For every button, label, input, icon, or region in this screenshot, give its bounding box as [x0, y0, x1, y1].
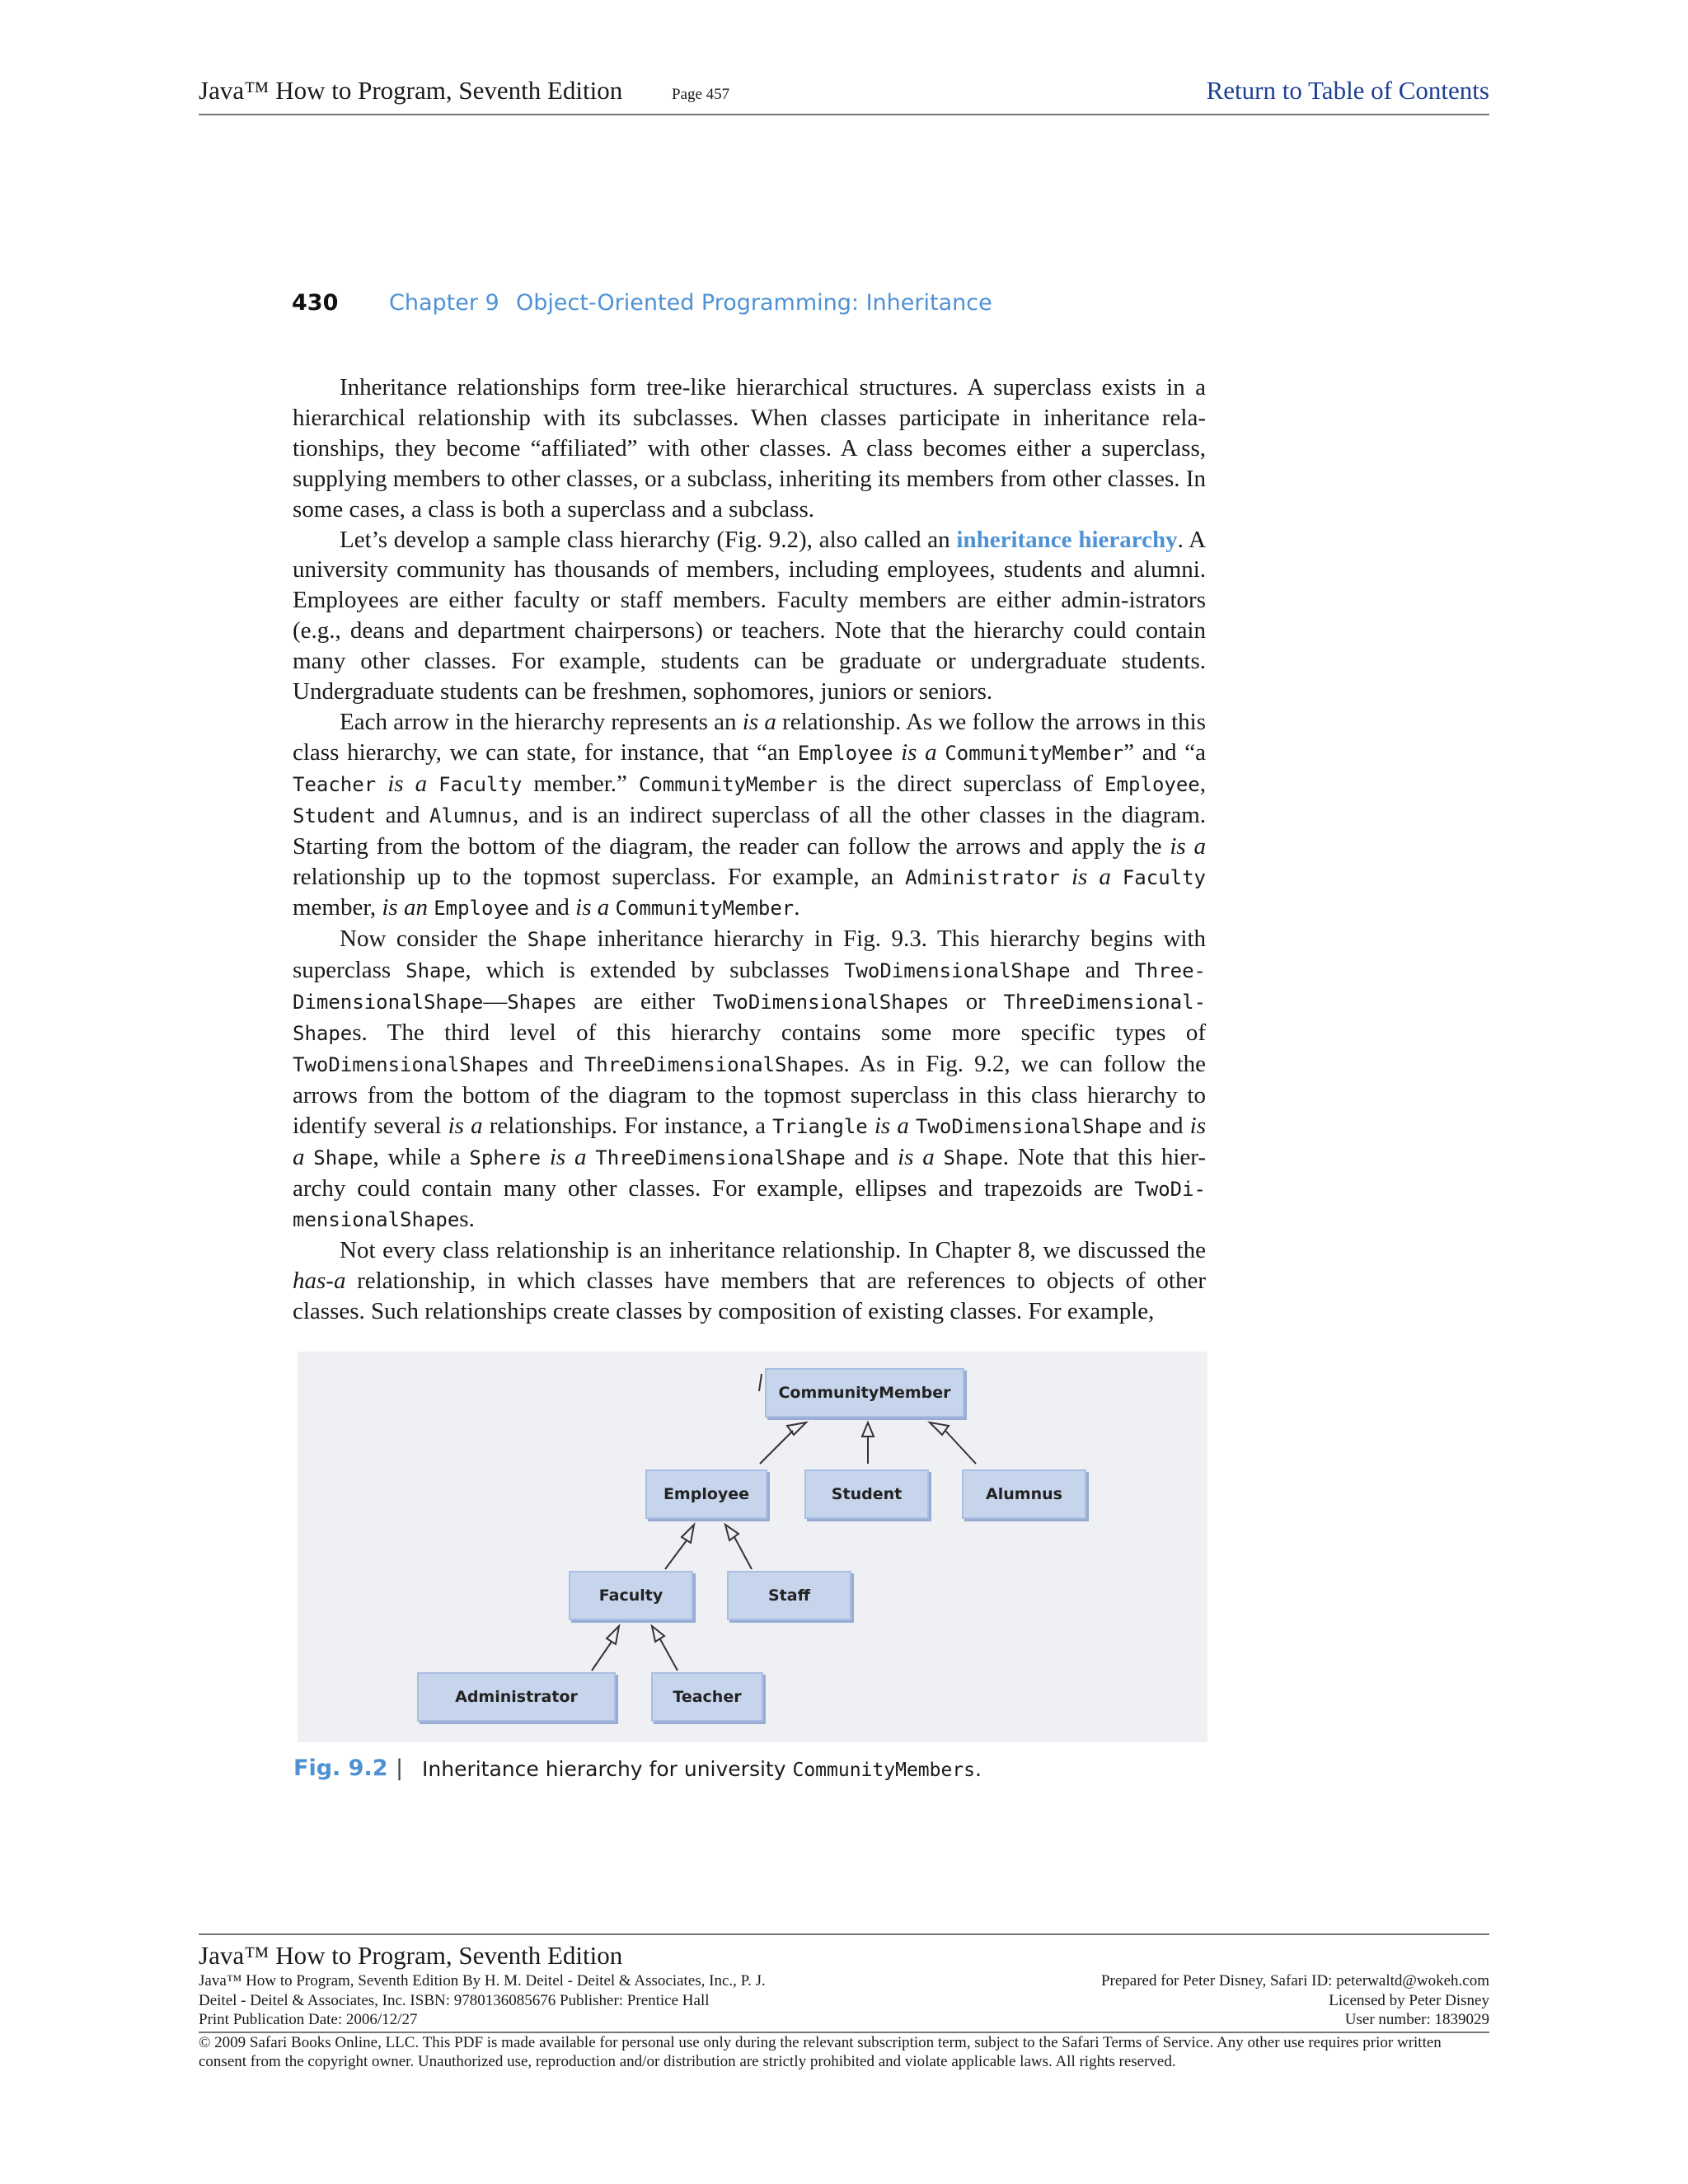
footer-title: Java™ How to Program, Seventh Edition — [199, 1941, 623, 1970]
node-alumnus: Alumnus — [962, 1469, 1086, 1519]
node-community-member: CommunityMember — [765, 1368, 964, 1418]
keyword-inheritance-hierarchy: inheritance hierarchy — [956, 526, 1178, 553]
node-teacher: Teacher — [651, 1672, 763, 1722]
node-student: Student — [804, 1469, 929, 1519]
arrow-line-alumnus — [945, 1431, 976, 1464]
arrow-line-staff — [734, 1537, 752, 1569]
footer-row: Deitel - Deitel & Associates, Inc. ISBN: 9780136085676 Publisher: Prentice Hall Licensed by Peter Disney — [199, 1991, 1489, 2009]
arrow-line-faculty — [665, 1540, 687, 1569]
footer-row: Java™ How to Program, Seventh Edition By H. M. Deitel - Deitel & Associates, Inc., P. J. Prepared for Peter Disney, Safari ID: peterwaltd@wokeh.com — [199, 1972, 1489, 1990]
paragraph: Not every class relationship is an inheritance relationship. In Chapter 8, we discussed the has-a relationship, in which classes have members that are references to objects of other classes. Such relationships create classes by composition of existing classes. For example, — [293, 1237, 1206, 1325]
arrow-head-student — [862, 1422, 874, 1436]
arrow-head-teacher — [652, 1626, 664, 1642]
copyright-notice: © 2009 Safari Books Online, LLC. This PDF is made available for personal use only during the relevant subscription term, subject to the Safari Terms of Service. Any other use requires prior written consent from the copyright owner. Unauthorized use, reproduction and/or distribution are strictly prohibited and violate applicable laws. All rights reserved. — [199, 2033, 1442, 2070]
arrow-line-teacher — [660, 1639, 678, 1671]
arrow-head-staff — [725, 1525, 738, 1540]
caption-separator: | — [396, 1755, 404, 1781]
page-number: 430 — [292, 290, 339, 316]
node-faculty: Faculty — [569, 1571, 693, 1620]
chapter-title: Object-Oriented Programming: Inheritance — [516, 290, 992, 316]
page-footer — [199, 1933, 1489, 2072]
book-title: Java™ How to Program, Seventh Edition — [199, 76, 623, 105]
footer-row: Print Publication Date: 2006/12/27 User number: 1839029 — [199, 2011, 1489, 2028]
running-head — [292, 287, 1207, 323]
node-administrator: Administrator — [417, 1672, 616, 1722]
chapter-label: Chapter 9 — [389, 290, 499, 316]
inheritance-diagram — [298, 1352, 1207, 1742]
paragraph: Inheritance relationships form tree-like hierarchical structures. A superclass exists in a hierarchical relationship with its subclasses. When classes participate in inheritance rela-tionships, they become “affiliated” with other classes. A class becomes either a superclass, supplying members to other classes, or a subclass, inheriting its members from other classes. In some cases, a class is both a superclass and a subclass. — [293, 374, 1206, 523]
node-staff: Staff — [727, 1571, 851, 1620]
top-header — [199, 76, 1489, 115]
figure-number: Fig. 9.2 — [293, 1755, 388, 1781]
arrow-head-faculty — [682, 1525, 694, 1543]
arrow-line-administrator — [592, 1642, 612, 1671]
paragraph: Each arrow in the hierarchy represents an is a relationship. As we follow the arrows in this class hierarchy, we can state, for instance, that “an Employee is a CommunityMember” and “a Teacher is a Faculty member.” CommunityMember is the direct superclass of Employee, Student and Alumnus, and is an indirect superclass of all the other classes in the diagram. Starting from the bottom of the diagram, the reader can follow the arrows and apply the is a relationship up to the topmost superclass. For example, an Administrator is a Faculty member, is an Employee and is a CommunityMember. — [293, 708, 1207, 921]
caption-text: Inheritance hierarchy for university CommunityMembers. — [422, 1757, 982, 1781]
arrow-head-administrator — [607, 1626, 619, 1644]
arrow-head-alumnus — [930, 1422, 949, 1435]
paragraph: Let’s develop a sample class hierarchy (Fig. 9.2), also called an inheritance hierarchy. A university community has thousands of members, including employees, students and alumni. Employees are either faculty or staff members. Faculty members are either admin-istrators (e.g., deans and department chairpersons) or teachers. Note that the hierarchy could contain many other classes. For example, students can be graduate or undergraduate students. Undergraduate students can be freshmen, sophomores, juniors or seniors. — [293, 526, 1207, 705]
toc-link[interactable]: Return to Table of Contents — [1206, 76, 1489, 105]
paragraph: Now consider the Shape inheritance hierarchy in Fig. 9.3. This hierarchy begins with superclass Shape, which is extended by subclasses TwoDimensionalShape and Three-DimensionalShape—Shapes are either TwoDimensionalShapes or ThreeDimensional-Shapes. The third level of this hierarchy contains some more specific types of TwoDimensionalShapes and ThreeDimensionalShapes. As in Fig. 9.2, we can follow the arrows from the bottom of the diagram to the topmost superclass in this class hierarchy to identify several is a relationships. For instance, a Triangle is a TwoDimensionalShape and is a Shape, while a Sphere is a ThreeDimensionalShape and is a Shape. Note that this hier-archy could contain many other classes. For example, ellipses and trapezoids are TwoDi-mensionalShapes. — [293, 926, 1207, 1233]
arrow-employee-communitymember — [759, 1374, 762, 1391]
arrow-line-employee — [760, 1431, 793, 1464]
page-label: Page 457 — [672, 86, 730, 103]
node-employee: Employee — [645, 1469, 767, 1519]
body-text — [293, 373, 1206, 1327]
